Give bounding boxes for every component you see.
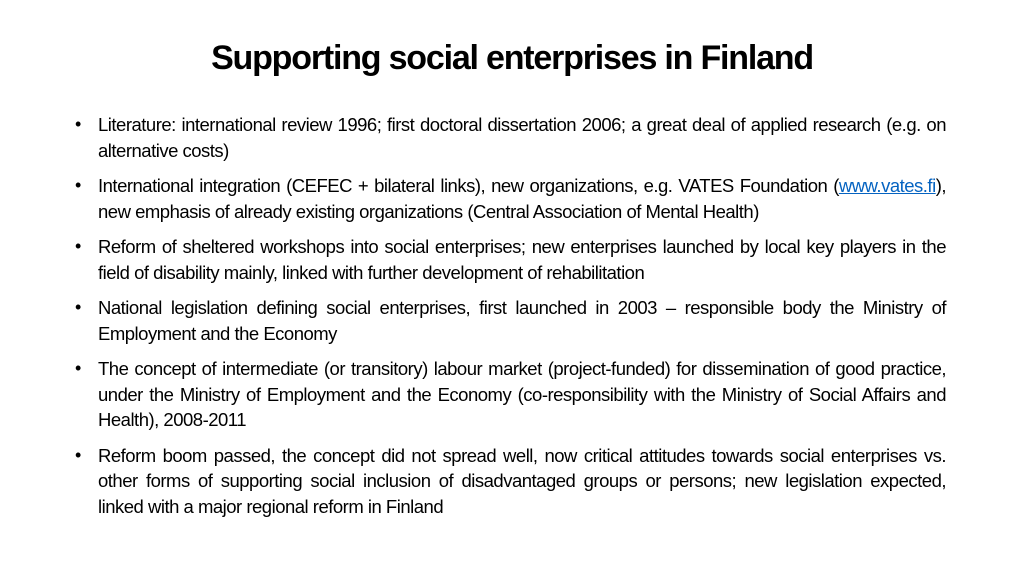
bullet-text-after-link: ), new emphasis of already existing organizations (Central Association of Mental Health) [98,175,946,222]
bullet-text: Literature: international review 1996; first doctoral dissertation 2006; a great deal of applied research (e.g. on alternative costs) [98,114,946,161]
bullet-item-reform-boom [75,443,946,520]
bullet-list [75,112,946,519]
bullet-text: Reform of sheltered workshops into social enterprises; new enterprises launched by local key players in the field of disability mainly, linked with further development of rehabilitation [98,236,946,283]
bullet-item-intermediate-labour-market [75,356,946,433]
bullet-icon: • [75,297,81,317]
bullet-text-before-link: International integration (CEFEC + bilateral links), new organizations, e.g. VATES Foundation ( [98,175,839,196]
bullet-icon: • [75,444,81,465]
vates-link[interactable]: www.vates.fi [838,175,936,196]
bullet-text: Reform boom passed, the concept did not spread well, now critical attitudes towards social enterprises vs. other forms of supporting social inclusion of disadvantaged groups or persons; new legislation expected, linked with a major regional reform in Finland [98,444,946,517]
bullet-item-national-legislation [75,295,946,346]
bullet-text: The concept of intermediate (or transitory) labour market (project-funded) for dissemination of good practice, under the Ministry of Employment and the Economy (co-responsibility with the Ministry of Social Affairs and Health), 2008-2011 [98,358,946,430]
slide-title: Supporting social enterprises in Finland [211,39,813,77]
bullet-icon: • [75,114,81,134]
bullet-icon: • [75,236,81,256]
bullet-item-sheltered-workshops [75,234,946,285]
bullet-icon: • [75,175,81,195]
bullet-icon: • [75,358,81,378]
bullet-item-international-integration [75,173,946,224]
bullet-item-literature [75,112,946,163]
bullet-text: National legislation defining social enterprises, first launched in 2003 – responsible body the Ministry of Employment and the Economy [98,297,946,344]
